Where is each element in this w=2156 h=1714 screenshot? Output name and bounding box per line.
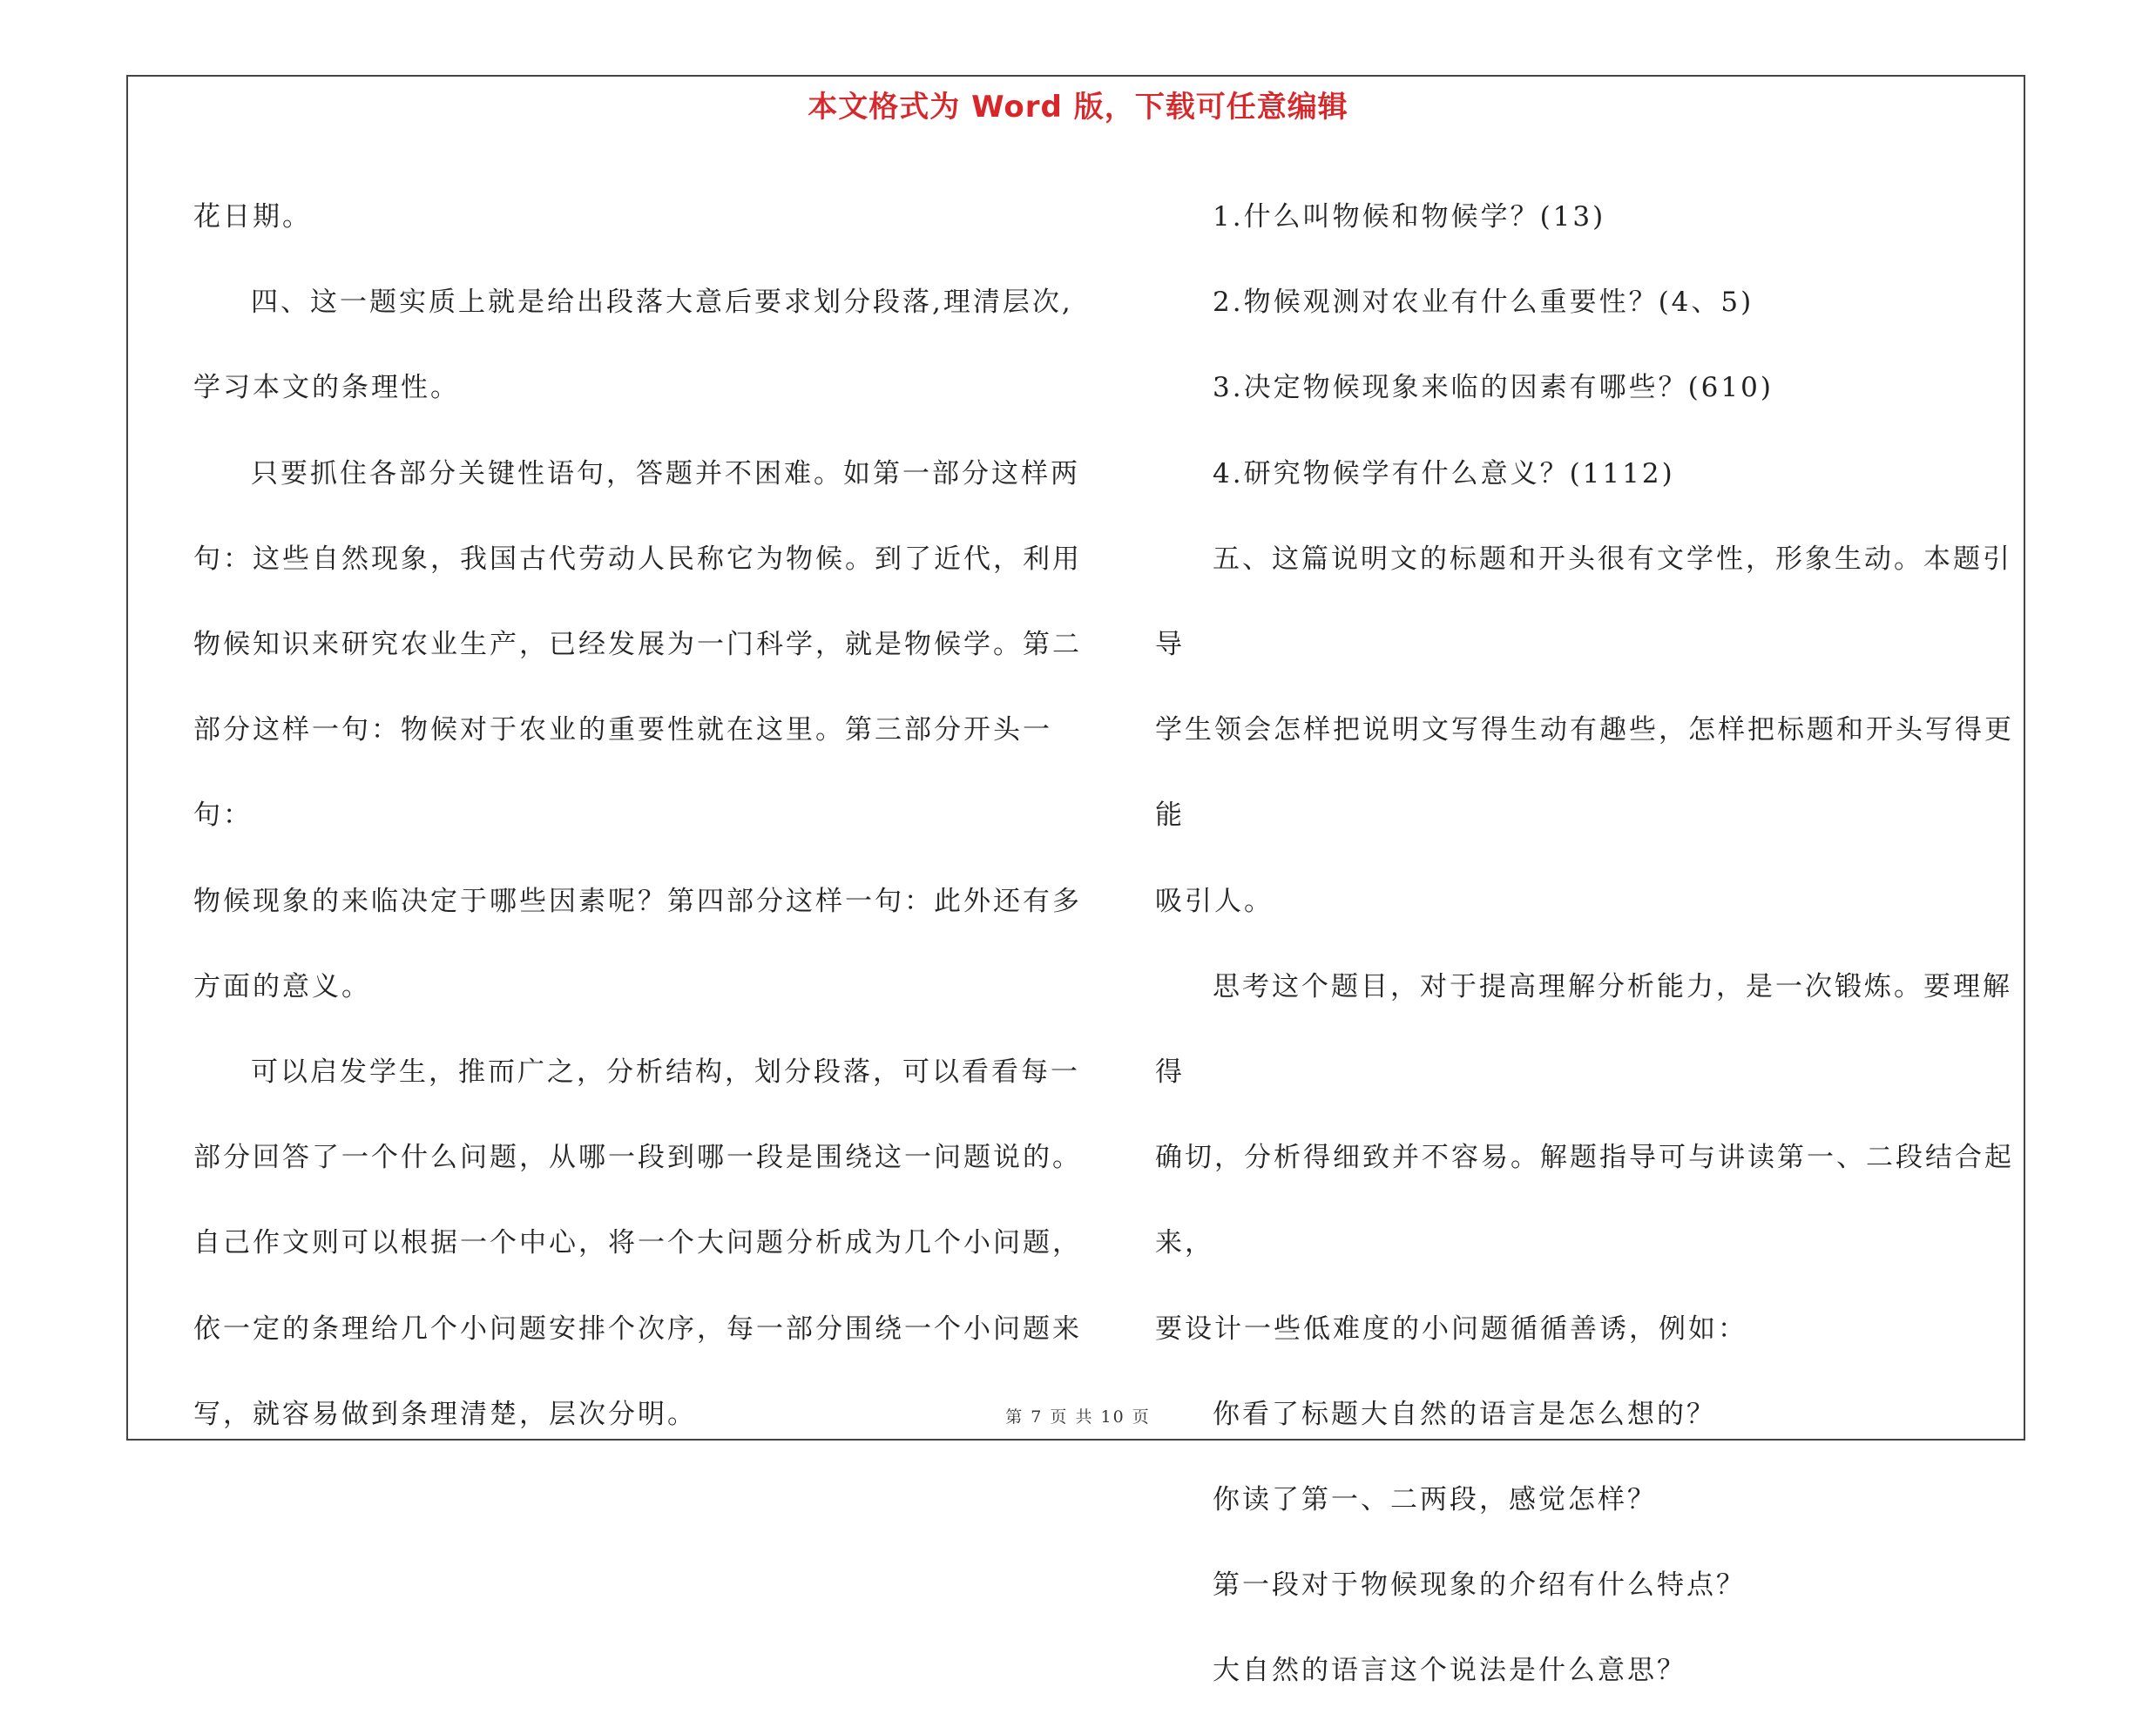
question-item: 1.什么叫物候和物候学？(13) — [1213, 201, 1606, 233]
text-line: 依一定的条理给几个小问题安排个次序，每一部分围绕一个小问题来 — [193, 1312, 1082, 1345]
text-line: 学习本文的条理性。 — [193, 372, 460, 404]
text-line: 确切，分析得细致并不容易。解题指导可与讲读第一、二段结合起来， — [1155, 1142, 2014, 1259]
text-line: 要设计一些低难度的小问题循循善诱，例如： — [1155, 1312, 1747, 1345]
text-line: 思考这个题目，对于提高理解分析能力，是一次锻炼。要理解得 — [1155, 970, 2012, 1089]
text-line: 物候知识来研究农业生产，已经发展为一门科学，就是物候学。第二 — [193, 629, 1082, 661]
word-format-banner: 本文格式为 Word 版，下载可任意编辑 — [808, 90, 1348, 125]
text-line: 句：这些自然现象，我国古代劳动人民称它为物候。到了近代，利用 — [193, 543, 1082, 575]
page-number: 第 7 页 共 10 页 — [1005, 1407, 1151, 1427]
text-line: 写，就容易做到条理清楚，层次分明。 — [193, 1398, 697, 1430]
text-line: 自己作文则可以根据一个中心，将一个大问题分析成为几个小问题， — [193, 1227, 1082, 1259]
text-line: 只要抓住各部分关键性语句，答题并不困难。如第一部分这样两 — [251, 457, 1080, 489]
question-item: 第一段对于物候现象的介绍有什么特点？ — [1213, 1569, 1746, 1602]
text-line: 花日期。 — [193, 201, 312, 233]
left-column — [193, 174, 1086, 1457]
right-column — [1155, 174, 2026, 1714]
text-line: 物候现象的来临决定于哪些因素呢？第四部分这样一句：此外还有多 — [193, 885, 1082, 917]
text-line: 四、这一题实质上就是给出段落大意后要求划分段落,理清层次, — [251, 287, 1073, 319]
question-item: 你读了第一、二两段，感觉怎样？ — [1213, 1484, 1657, 1516]
text-line: 部分回答了一个什么问题，从哪一段到哪一段是围绕这一问题说的。 — [193, 1142, 1082, 1174]
question-item: 2.物候观测对农业有什么重要性？(4、5) — [1213, 287, 1754, 319]
text-line: 学生领会怎样把说明文写得生动有趣些，怎样把标题和开头写得更能 — [1155, 714, 2014, 832]
text-line: 部分这样一句：物候对于农业的重要性就在这里。第三部分开头一句： — [193, 714, 1052, 832]
text-line: 可以启发学生，推而广之，分析结构，划分段落，可以看看每一 — [251, 1056, 1080, 1089]
text-line: 五、这篇说明文的标题和开头很有文学性，形象生动。本题引导 — [1155, 543, 2012, 661]
text-line: 吸引人。 — [1155, 885, 1274, 917]
question-item: 大自然的语言这个说法是什么意思？ — [1213, 1655, 1686, 1687]
question-item: 你看了标题大自然的语言是怎么想的？ — [1213, 1398, 1716, 1430]
question-item: 4.研究物候学有什么意义？(1112) — [1213, 457, 1675, 489]
text-line: 方面的意义。 — [193, 970, 371, 1002]
question-item: 3.决定物候现象来临的因素有哪些？(610) — [1213, 372, 1774, 404]
